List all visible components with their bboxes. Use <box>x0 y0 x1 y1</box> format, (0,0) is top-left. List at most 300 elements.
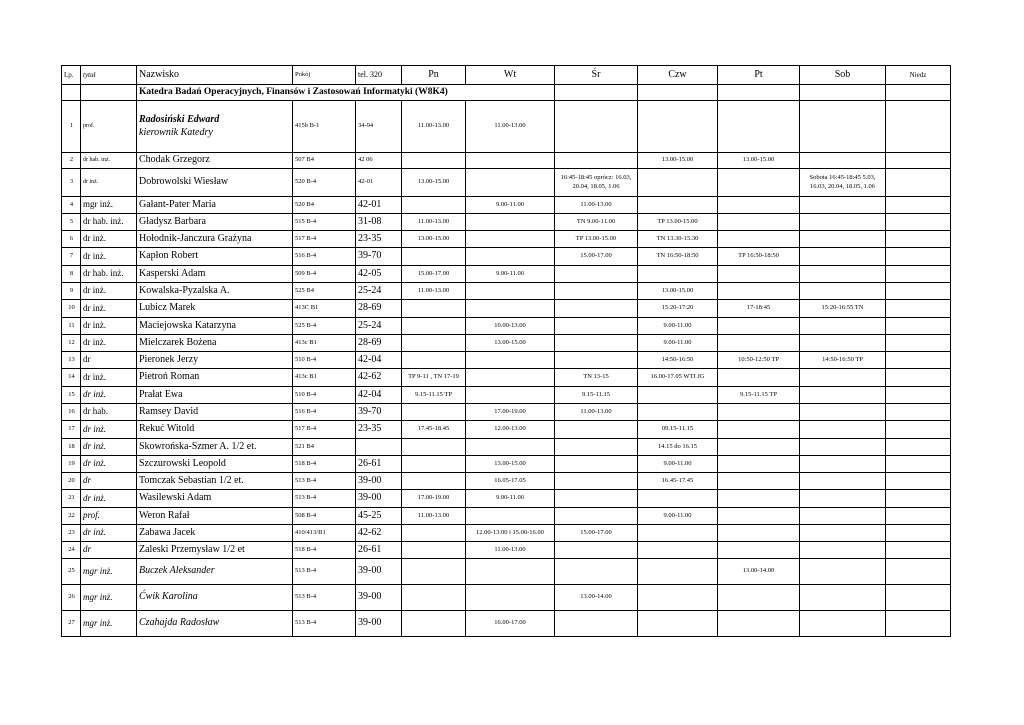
hours-niedz <box>886 300 951 318</box>
room-number: 415b B-1 <box>293 101 356 153</box>
room-number: 513 B-4 <box>293 611 356 637</box>
academic-title: mgr inż. <box>81 559 137 585</box>
hours-sob <box>800 611 886 637</box>
hours-pt <box>718 508 800 525</box>
row-number: 23 <box>62 525 81 542</box>
hours-niedz <box>886 525 951 542</box>
hours-wt: 9.00-11.00 <box>466 490 555 508</box>
hours-pn <box>402 525 466 542</box>
hours-sob <box>800 585 886 611</box>
hours-niedz <box>886 335 951 352</box>
academic-title: dr hab. inż. <box>81 266 137 283</box>
hours-sob <box>800 318 886 335</box>
header-title: tytuł <box>81 66 137 85</box>
academic-title: dr inż. <box>81 387 137 404</box>
hours-niedz <box>886 248 951 266</box>
room-number: 509 B-4 <box>293 266 356 283</box>
hours-wt <box>466 169 555 197</box>
hours-czw <box>638 559 718 585</box>
hours-pn <box>402 300 466 318</box>
hours-wt: 9.00-11.00 <box>466 197 555 214</box>
row-number: 10 <box>62 300 81 318</box>
hours-pn: 17.00-19.00 <box>402 490 466 508</box>
hours-sob <box>800 508 886 525</box>
row-number: 19 <box>62 456 81 473</box>
phone-extension: 42-05 <box>356 266 402 283</box>
academic-title: dr hab. inż. <box>81 153 137 169</box>
hours-niedz <box>886 456 951 473</box>
hours-pt <box>718 266 800 283</box>
academic-title: dr inż. <box>81 169 137 197</box>
person-name: Weron Rafał <box>137 508 293 525</box>
hours-czw: 9.00-11.00 <box>638 508 718 525</box>
hours-sr: 15.00-17.00 <box>555 525 638 542</box>
hours-sr <box>555 473 638 490</box>
hours-sob: 15:20-16:55 TN <box>800 300 886 318</box>
hours-pn: 9.15-11.15 TP <box>402 387 466 404</box>
hours-wt: 12.00-13.00 i 15.00-16.00 <box>466 525 555 542</box>
academic-title: dr inż. <box>81 525 137 542</box>
table-row <box>62 231 951 248</box>
hours-czw: 9.00-11.00 <box>638 318 718 335</box>
row-number: 3 <box>62 169 81 197</box>
hours-czw: 14:50-16:50 <box>638 352 718 369</box>
table-row <box>62 508 951 525</box>
hours-wt <box>466 153 555 169</box>
hours-pt <box>718 525 800 542</box>
room-number: 413c B1 <box>293 369 356 387</box>
hours-sr <box>555 439 638 456</box>
table-row <box>62 611 951 637</box>
hours-niedz <box>886 404 951 421</box>
hours-czw <box>638 387 718 404</box>
room-number: 515 B-4 <box>293 214 356 231</box>
row-number: 14 <box>62 369 81 387</box>
hours-pt <box>718 456 800 473</box>
hours-sob <box>800 283 886 300</box>
hours-czw <box>638 542 718 559</box>
row-number: 6 <box>62 231 81 248</box>
hours-sob <box>800 214 886 231</box>
hours-pn: 17.45-18.45 <box>402 421 466 439</box>
table-row <box>62 439 951 456</box>
row-number: 11 <box>62 318 81 335</box>
hours-wt <box>466 387 555 404</box>
hours-pt <box>718 335 800 352</box>
hours-czw <box>638 611 718 637</box>
hours-czw: TN 13.30-15.30 <box>638 231 718 248</box>
header-room: Pokój <box>293 66 356 85</box>
header-day-fri: Pt <box>718 66 800 85</box>
hours-wt <box>466 214 555 231</box>
department-title: Katedra Badań Operacyjnych, Finansów i Zastosowań Informatyki (W8K4) <box>137 85 555 101</box>
hours-sr <box>555 335 638 352</box>
header-day-tue: Wt <box>466 66 555 85</box>
person-name: Gładysz Barbara <box>137 214 293 231</box>
hours-niedz <box>886 585 951 611</box>
table-row <box>62 335 951 352</box>
person-name: Pieronek Jerzy <box>137 352 293 369</box>
phone-extension: 45-25 <box>356 508 402 525</box>
table-row <box>62 542 951 559</box>
room-number: 410/413/B1 <box>293 525 356 542</box>
hours-niedz <box>886 318 951 335</box>
room-number: 520 B-4 <box>293 169 356 197</box>
academic-title: dr inż. <box>81 283 137 300</box>
academic-title: dr <box>81 542 137 559</box>
header-lp: Lp. <box>62 66 81 85</box>
header-day-sun: Niedz <box>886 66 951 85</box>
phone-extension: 23-35 <box>356 421 402 439</box>
phone-extension: 25-24 <box>356 283 402 300</box>
person-name: Lubicz Marek <box>137 300 293 318</box>
hours-wt <box>466 369 555 387</box>
hours-pn <box>402 153 466 169</box>
hours-sob: 14:50-16:50 TP <box>800 352 886 369</box>
table-row <box>62 153 951 169</box>
phone-extension: 42-62 <box>356 525 402 542</box>
hours-wt: 17.00-19.00 <box>466 404 555 421</box>
hours-sr <box>555 318 638 335</box>
hours-wt <box>466 559 555 585</box>
table-row <box>62 214 951 231</box>
hours-wt: 10.00-13.00 <box>466 318 555 335</box>
header-day-wed: Śr <box>555 66 638 85</box>
room-number: 525 B4 <box>293 283 356 300</box>
hours-pt <box>718 101 800 153</box>
hours-pn: 15.00-17.00 <box>402 266 466 283</box>
phone-extension: 26-61 <box>356 542 402 559</box>
hours-pt: 17-18:45 <box>718 300 800 318</box>
phone-extension: 28-69 <box>356 335 402 352</box>
room-number: 517 B-4 <box>293 421 356 439</box>
person-name: Rekuć Witold <box>137 421 293 439</box>
hours-czw <box>638 197 718 214</box>
hours-sr <box>555 508 638 525</box>
hours-pt: 9.15-11.15 TP <box>718 387 800 404</box>
room-number: 510 B-4 <box>293 387 356 404</box>
table-row <box>62 473 951 490</box>
table-row <box>62 559 951 585</box>
hours-pn <box>402 473 466 490</box>
hours-wt: 16.05-17.05 <box>466 473 555 490</box>
phone-extension: 42-04 <box>356 387 402 404</box>
hours-niedz <box>886 352 951 369</box>
room-number: 518 B-4 <box>293 456 356 473</box>
header-day-sat: Sob <box>800 66 886 85</box>
hours-sr <box>555 611 638 637</box>
academic-title: dr hab. inż. <box>81 214 137 231</box>
hours-pn <box>402 335 466 352</box>
person-name: Wasilewski Adam <box>137 490 293 508</box>
hours-pt <box>718 404 800 421</box>
room-number: 520 B4 <box>293 197 356 214</box>
hours-pt <box>718 439 800 456</box>
hours-pn <box>402 404 466 421</box>
hours-niedz <box>886 508 951 525</box>
person-name: Skowrońska-Szmer A. 1/2 et. <box>137 439 293 456</box>
hours-czw: 15:20-17:20 <box>638 300 718 318</box>
table-row <box>62 248 951 266</box>
room-number: 513 B-4 <box>293 473 356 490</box>
hours-sr <box>555 153 638 169</box>
hours-sr <box>555 542 638 559</box>
hours-czw: 09.15-11.15 <box>638 421 718 439</box>
hours-niedz <box>886 101 951 153</box>
hours-sob <box>800 101 886 153</box>
academic-title: dr inż. <box>81 318 137 335</box>
hours-pn <box>402 197 466 214</box>
phone-extension <box>356 439 402 456</box>
phone-extension: 42 06 <box>356 153 402 169</box>
header-day-thu: Czw <box>638 66 718 85</box>
hours-sr: TN 9.00-11.00 <box>555 214 638 231</box>
hours-sr <box>555 352 638 369</box>
person-name: Dobrowolski Wiesław <box>137 169 293 197</box>
hours-pt <box>718 611 800 637</box>
hours-sob <box>800 266 886 283</box>
hours-sr: 16:45-18:45 oprócz: 16.03, 20.04, 18.05, 1.06 <box>555 169 638 197</box>
hours-czw: 9.00-11.00 <box>638 456 718 473</box>
academic-title: dr <box>81 473 137 490</box>
phone-extension: 39-00 <box>356 585 402 611</box>
table-row <box>62 404 951 421</box>
hours-sr: 13.00-14.00 <box>555 585 638 611</box>
phone-extension: 26-61 <box>356 456 402 473</box>
hours-pt <box>718 231 800 248</box>
hours-czw: TP 13.00-15.00 <box>638 214 718 231</box>
hours-sob <box>800 231 886 248</box>
room-number: 510 B-4 <box>293 352 356 369</box>
hours-sr <box>555 101 638 153</box>
hours-pn <box>402 456 466 473</box>
person-name: Mielczarek Bożena <box>137 335 293 352</box>
hours-czw: TN 16:50-18:50 <box>638 248 718 266</box>
hours-sob <box>800 387 886 404</box>
hours-pn: 11.00-13.00 <box>402 283 466 300</box>
hours-wt: 11.00-13.00 <box>466 101 555 153</box>
person-name: Hołodnik-Janczura Grażyna <box>137 231 293 248</box>
person-name-cell <box>137 101 293 153</box>
hours-pn <box>402 439 466 456</box>
row-number: 12 <box>62 335 81 352</box>
room-number: 507 B4 <box>293 153 356 169</box>
hours-pn: 11.00-13.00 <box>402 508 466 525</box>
hours-sr: TN 13-15 <box>555 369 638 387</box>
hours-pt <box>718 214 800 231</box>
person-role: kierownik Katedry <box>139 126 213 138</box>
academic-title: mgr inż. <box>81 197 137 214</box>
room-number: 508 B-4 <box>293 508 356 525</box>
hours-pt <box>718 369 800 387</box>
hours-sr: 11.00-13.00 <box>555 404 638 421</box>
hours-pt <box>718 473 800 490</box>
hours-niedz <box>886 559 951 585</box>
table-row <box>62 490 951 508</box>
phone-extension: 39-00 <box>356 559 402 585</box>
header-phone: tel. 320 <box>356 66 402 85</box>
hours-sob <box>800 473 886 490</box>
hours-sob <box>800 559 886 585</box>
room-number: 516 B-4 <box>293 404 356 421</box>
phone-extension: 28-69 <box>356 300 402 318</box>
academic-title: dr <box>81 352 137 369</box>
room-number: 518 B-4 <box>293 542 356 559</box>
row-number: 27 <box>62 611 81 637</box>
academic-title: dr inż. <box>81 456 137 473</box>
hours-niedz <box>886 169 951 197</box>
hours-niedz <box>886 214 951 231</box>
table-row <box>62 421 951 439</box>
hours-czw <box>638 169 718 197</box>
hours-sr: 15.00-17.00 <box>555 248 638 266</box>
hours-wt: 11.00-13.00 <box>466 542 555 559</box>
hours-czw <box>638 525 718 542</box>
hours-niedz <box>886 490 951 508</box>
hours-pt <box>718 169 800 197</box>
row-number: 15 <box>62 387 81 404</box>
header-day-mon: Pn <box>402 66 466 85</box>
hours-niedz <box>886 231 951 248</box>
hours-sob <box>800 456 886 473</box>
hours-pt <box>718 318 800 335</box>
hours-wt <box>466 248 555 266</box>
consultation-schedule-sheet <box>61 65 950 637</box>
row-number: 22 <box>62 508 81 525</box>
row-number: 18 <box>62 439 81 456</box>
person-name: Pietroń Roman <box>137 369 293 387</box>
row-number: 26 <box>62 585 81 611</box>
hours-niedz <box>886 611 951 637</box>
table-row <box>62 197 951 214</box>
row-number: 8 <box>62 266 81 283</box>
room-number: 521 B4 <box>293 439 356 456</box>
academic-title: dr inż. <box>81 439 137 456</box>
phone-extension: 39-00 <box>356 490 402 508</box>
phone-extension: 39-70 <box>356 248 402 266</box>
phone-extension: 42-04 <box>356 352 402 369</box>
hours-pt: 13.00-14.00 <box>718 559 800 585</box>
hours-niedz <box>886 542 951 559</box>
hours-sr: 9.15-11.15 <box>555 387 638 404</box>
hours-niedz <box>886 266 951 283</box>
academic-title: dr inż. <box>81 248 137 266</box>
hours-sob <box>800 369 886 387</box>
phone-extension: 42-62 <box>356 369 402 387</box>
phone-extension: 34-94 <box>356 101 402 153</box>
hours-sob <box>800 542 886 559</box>
hours-pn: 11.00-13.00 <box>402 214 466 231</box>
hours-sob <box>800 153 886 169</box>
hours-niedz <box>886 387 951 404</box>
hours-niedz <box>886 369 951 387</box>
hours-niedz <box>886 153 951 169</box>
table-row <box>62 352 951 369</box>
person-name: Zabawa Jacek <box>137 525 293 542</box>
row-number: 7 <box>62 248 81 266</box>
person-name: Gałant-Pater Maria <box>137 197 293 214</box>
hours-pt <box>718 197 800 214</box>
row-number: 9 <box>62 283 81 300</box>
table-row <box>62 387 951 404</box>
row-number: 17 <box>62 421 81 439</box>
academic-title: mgr inż. <box>81 611 137 637</box>
academic-title: dr hab. <box>81 404 137 421</box>
hours-sr <box>555 421 638 439</box>
hours-sr <box>555 490 638 508</box>
academic-title: mgr inż. <box>81 585 137 611</box>
hours-czw: 13.00-15.00 <box>638 153 718 169</box>
hours-sr <box>555 456 638 473</box>
hours-sr <box>555 559 638 585</box>
row-number: 20 <box>62 473 81 490</box>
hours-sob <box>800 248 886 266</box>
hours-pn <box>402 248 466 266</box>
academic-title: dr inż. <box>81 421 137 439</box>
hours-pn <box>402 318 466 335</box>
hours-pn <box>402 611 466 637</box>
hours-pt <box>718 542 800 559</box>
hours-czw <box>638 585 718 611</box>
person-name: Chodak Grzegorz <box>137 153 293 169</box>
hours-wt <box>466 300 555 318</box>
hours-czw: 14.15 do 16.15 <box>638 439 718 456</box>
hours-sr <box>555 283 638 300</box>
person-name: Tomczak Sebastian 1/2 et. <box>137 473 293 490</box>
academic-title: dr inż. <box>81 369 137 387</box>
row-number: 4 <box>62 197 81 214</box>
hours-sr <box>555 266 638 283</box>
hours-niedz <box>886 439 951 456</box>
hours-pt <box>718 283 800 300</box>
person-name: Szczurowski Leopold <box>137 456 293 473</box>
hours-czw: 16.00-17.05 WTI JG <box>638 369 718 387</box>
person-name: Zaleski Przemysław 1/2 et <box>137 542 293 559</box>
hours-niedz <box>886 421 951 439</box>
person-name: Maciejowska Katarzyna <box>137 318 293 335</box>
table-row <box>62 169 951 197</box>
room-number: 516 B-4 <box>293 248 356 266</box>
hours-pt <box>718 490 800 508</box>
hours-pt <box>718 585 800 611</box>
hours-sob <box>800 525 886 542</box>
row-number: 24 <box>62 542 81 559</box>
row-number: 1 <box>62 101 81 153</box>
hours-czw <box>638 404 718 421</box>
row-number: 5 <box>62 214 81 231</box>
hours-niedz <box>886 197 951 214</box>
hours-wt <box>466 585 555 611</box>
hours-pt: TP 16:50-18:50 <box>718 248 800 266</box>
hours-pn <box>402 559 466 585</box>
hours-czw <box>638 101 718 153</box>
phone-extension: 39-70 <box>356 404 402 421</box>
table-row <box>62 525 951 542</box>
hours-sr <box>555 300 638 318</box>
hours-wt: 12.00-13.00 <box>466 421 555 439</box>
phone-extension: 31-08 <box>356 214 402 231</box>
hours-czw <box>638 490 718 508</box>
header-name: Nazwisko <box>137 66 293 85</box>
phone-extension: 25-24 <box>356 318 402 335</box>
hours-sob <box>800 404 886 421</box>
hours-pt: 13.00-15.00 <box>718 153 800 169</box>
person-name: Kapłon Robert <box>137 248 293 266</box>
person-name: Radosiński Edward <box>139 114 220 125</box>
hours-sr: TP 13.00-15.00 <box>555 231 638 248</box>
hours-niedz <box>886 473 951 490</box>
hours-pn: 13.00-15.00 <box>402 231 466 248</box>
